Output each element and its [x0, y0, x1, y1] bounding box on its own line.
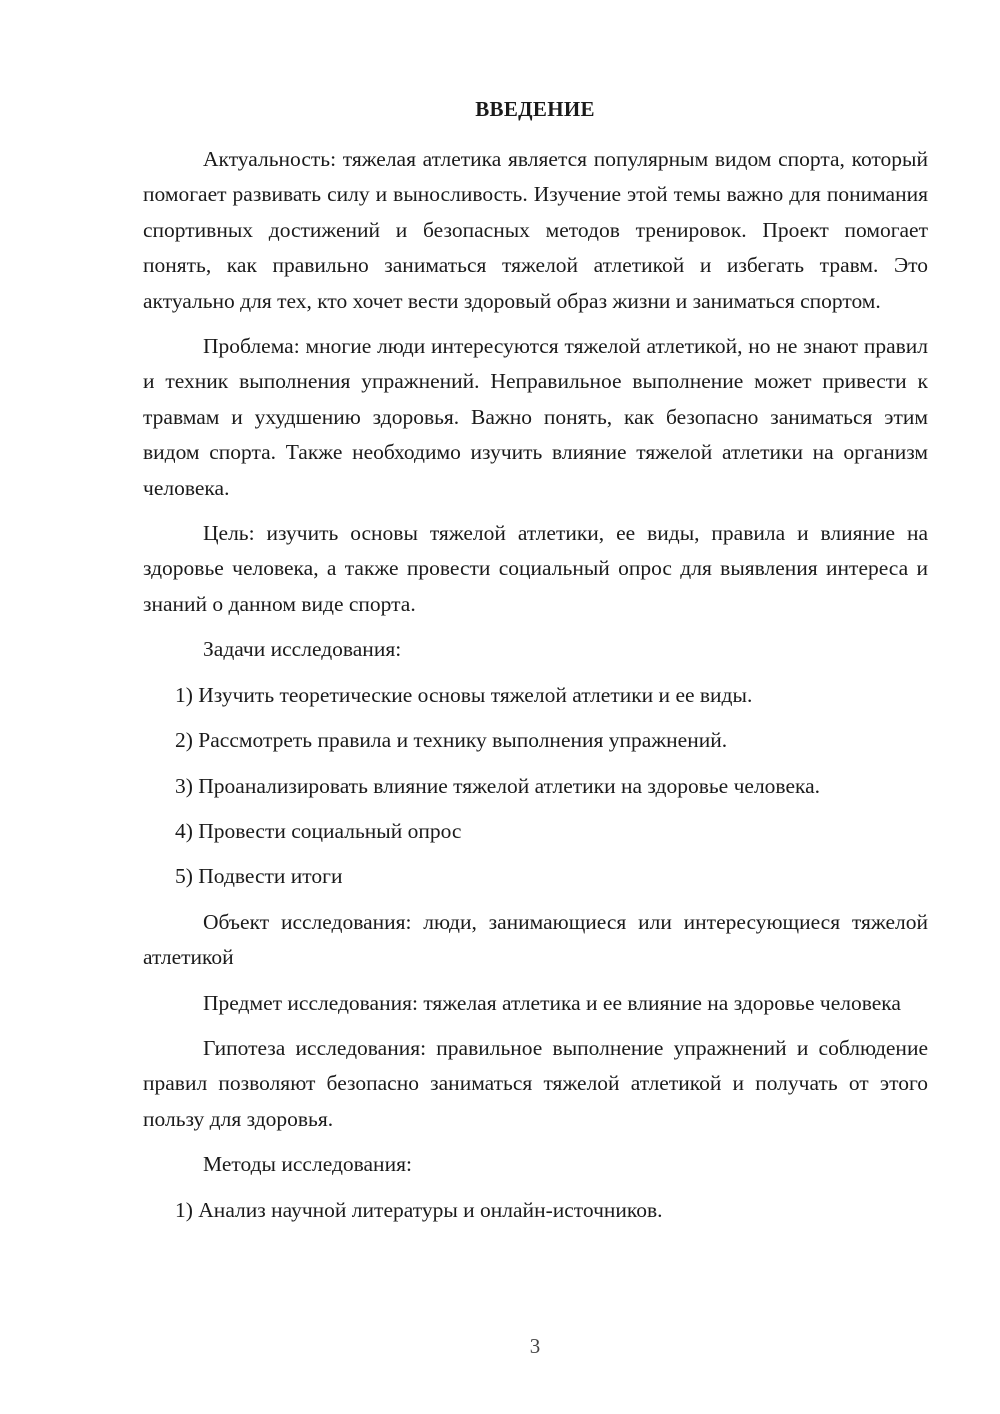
paragraph-object: Объект исследования: люди, занимающиеся или интересующиеся тяжелой атлетикой [143, 909, 928, 970]
page-title: ВВЕДЕНИЕ [475, 97, 595, 121]
task-item: 5) Подвести итоги [175, 864, 343, 889]
page-number: 3 [529, 1334, 541, 1358]
task-item: 3) Проанализировать влияние тяжелой атлетики на здоровье человека. [175, 773, 821, 798]
task-item: 4) Провести социальный опрос [175, 818, 462, 843]
task-item: 2) Рассмотреть правила и технику выполнения упражнений. [175, 728, 728, 753]
tasks-heading: Задачи исследования: [203, 637, 402, 662]
task-item: 1) Изучить теоретические основы тяжелой атлетики и ее виды. [175, 682, 753, 707]
paragraph-relevance: Актуальность: тяжелая атлетика является популярным видом спорта, который помогает развивать силу и выносливость. Изучение этой темы важно для понимания спортивных достижений и безопасных методов тренировок. Проект помогает понять, как правильно заниматься тяжелой атлетикой и избегать травм. Это актуально для тех, кто хочет вести здоровый образ жизни и заниматься спортом. [143, 147, 928, 313]
method-item: 1) Анализ научной литературы и онлайн-источников. [175, 1197, 663, 1222]
paragraph-problem: Проблема: многие люди интересуются тяжелой атлетикой, но не знают правил и техник выполнения упражнений. Неправильное выполнение может привести к травмам и ухудшению здоровья. Важно понять, как безопасно заниматься этим видом спорта. Также необходимо изучить влияние тяжелой атлетики на организм человека. [143, 334, 928, 500]
paragraph-subject: Предмет исследования: тяжелая атлетика и ее влияние на здоровье человека [203, 990, 901, 1015]
methods-heading: Методы исследования: [203, 1152, 412, 1177]
document-body [143, 142, 928, 1228]
paragraph-hypothesis: Гипотеза исследования: правильное выполнение упражнений и соблюдение правил позволяют безопасно заниматься тяжелой атлетикой и получать от этого пользу для здоровья. [143, 1035, 928, 1131]
paragraph-goal: Цель: изучить основы тяжелой атлетики, ее виды, правила и влияние на здоровье человека, а также провести социальный опрос для выявления интереса и знаний о данном виде спорта. [143, 521, 928, 616]
